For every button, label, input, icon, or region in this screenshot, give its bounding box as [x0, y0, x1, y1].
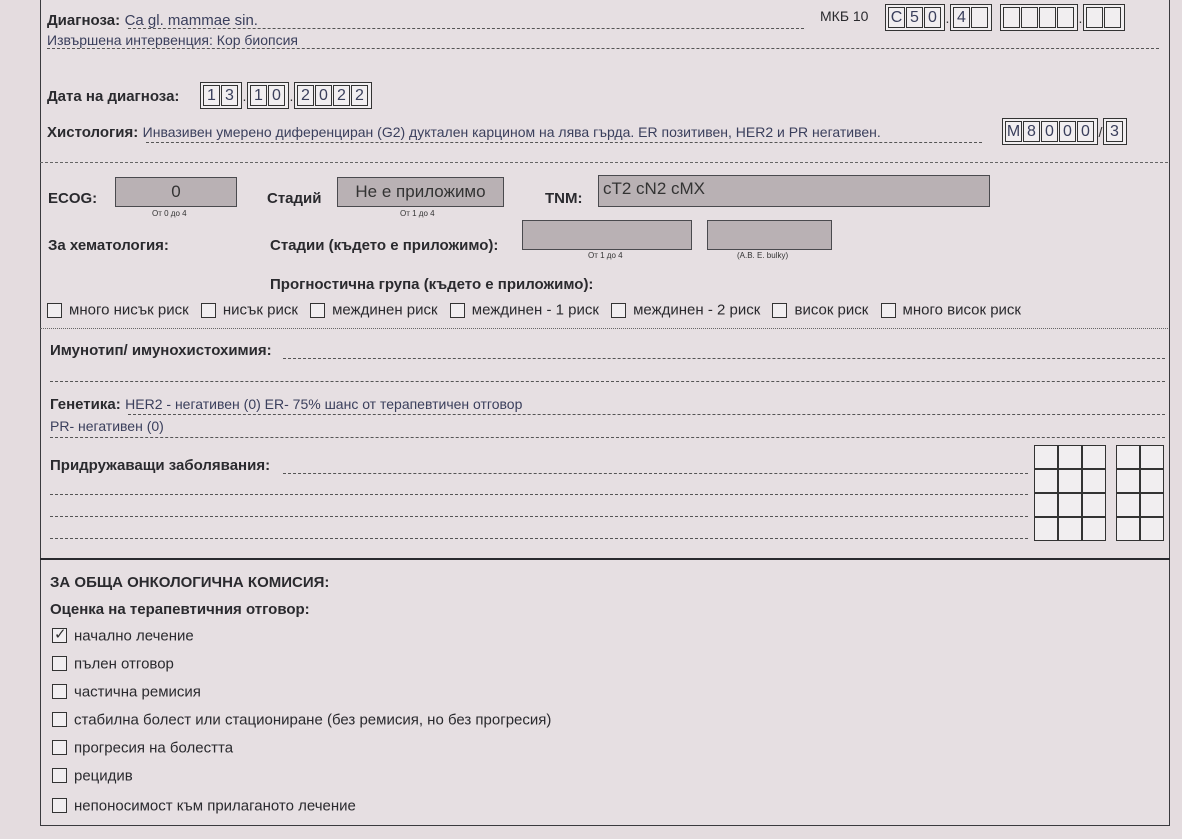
commission-title: ЗА ОБЩА ОНКОЛОГИЧНА КОМИСИЯ:	[50, 574, 330, 591]
immunotype-dotted-line	[283, 358, 1165, 359]
histology-code-cell: 0	[1077, 121, 1094, 142]
hematology-label: За хематология:	[48, 237, 169, 254]
response-option[interactable]	[52, 627, 194, 645]
prognostic-option[interactable]	[450, 301, 599, 318]
stage-value: Не е приложимо	[355, 182, 486, 201]
hematology-range: От 1 до 4	[588, 251, 623, 260]
stage-field[interactable]	[337, 177, 504, 207]
histology-row	[47, 124, 881, 142]
checkbox-checked[interactable]	[52, 628, 67, 643]
genetics-label: Генетика:	[50, 396, 121, 413]
section-divider	[40, 162, 1168, 163]
tnm-value: cT2 cN2 cMX	[603, 179, 706, 198]
date-cell: 0	[315, 85, 332, 106]
genetics-row	[50, 396, 522, 414]
grid-cell[interactable]	[1116, 517, 1140, 541]
diagnosis-dotted-line	[128, 28, 804, 29]
genetics-line2: PR- негативен (0)	[50, 418, 164, 434]
check-icon: ✓	[54, 626, 67, 644]
mkb-cell-empty	[1086, 7, 1103, 28]
genetics-line1: HER2 - негативен (0) ER- 75% шанс от терапевтичен отговор	[125, 396, 523, 412]
immunotype-dotted-line-2	[50, 381, 1165, 382]
grid-cell[interactable]	[1116, 493, 1140, 517]
date-cell: 1	[203, 85, 220, 106]
stage-label: Стадий	[267, 190, 322, 207]
mkb-cell-empty	[1021, 7, 1038, 28]
response-option[interactable]	[52, 655, 174, 673]
response-option[interactable]	[52, 797, 356, 815]
histology-code-cell: 8	[1023, 121, 1040, 142]
checkbox[interactable]	[52, 768, 67, 783]
separator: .	[1078, 9, 1083, 26]
commission-subtitle: Оценка на терапевтичния отговор:	[50, 601, 310, 618]
comorbidities-dotted-line	[50, 494, 1028, 495]
grid-cell[interactable]	[1140, 517, 1164, 541]
checkbox[interactable]	[52, 798, 67, 813]
option-label: междинен - 2 риск	[633, 301, 761, 319]
mkb-cell: 5	[906, 7, 923, 28]
mkb-code-boxes	[885, 4, 1125, 31]
grid-cell[interactable]	[1082, 517, 1106, 541]
grid-cell[interactable]	[1058, 469, 1082, 493]
diagnosis-value: Ca gl. mammae sin.	[124, 12, 258, 29]
date-boxes	[200, 82, 372, 109]
hematology-abe-field[interactable]	[707, 220, 832, 250]
grid-cell[interactable]	[1034, 517, 1058, 541]
option-label: прогресия на болестта	[74, 739, 234, 757]
checkbox[interactable]	[52, 712, 67, 727]
grid-cell[interactable]	[1116, 469, 1140, 493]
checkbox[interactable]	[52, 656, 67, 671]
date-cell: 2	[351, 85, 368, 106]
intervention-dotted-line	[47, 48, 1159, 49]
section-divider	[40, 328, 1168, 329]
ecog-value: 0	[171, 182, 181, 201]
grid-cell[interactable]	[1140, 445, 1164, 469]
histology-code-cell: 0	[1059, 121, 1076, 142]
grid-cell[interactable]	[1082, 445, 1106, 469]
hematology-abe: (A.B. E. bulky)	[737, 251, 789, 260]
option-label: пълен отговор	[74, 655, 174, 673]
separator: .	[242, 87, 247, 104]
tnm-label: TNM:	[545, 190, 583, 207]
histology-label: Хистология:	[47, 124, 139, 141]
option-label: непоносимост към прилаганото лечение	[74, 797, 356, 815]
grid-cell[interactable]	[1034, 469, 1058, 493]
prognostic-options	[47, 301, 1021, 319]
comorbidities-code-grid-right	[1116, 445, 1164, 541]
tnm-field[interactable]	[598, 175, 990, 207]
ecog-field[interactable]	[115, 177, 237, 207]
option-label: много висок риск	[902, 301, 1021, 319]
option-label: много нисък риск	[69, 301, 189, 319]
date-cell: 1	[250, 85, 267, 106]
date-cell: 2	[333, 85, 350, 106]
option-label: частична ремисия	[74, 683, 201, 701]
genetics-dotted-line	[128, 414, 1165, 415]
checkbox[interactable]	[52, 684, 67, 699]
option-label: нисък риск	[222, 301, 298, 319]
checkbox[interactable]	[52, 740, 67, 755]
grid-cell[interactable]	[1058, 517, 1082, 541]
grid-cell[interactable]	[1116, 445, 1140, 469]
response-option[interactable]	[52, 739, 233, 757]
mkb-cell-empty	[1104, 7, 1121, 28]
grid-cell[interactable]	[1140, 469, 1164, 493]
grid-cell[interactable]	[1082, 493, 1106, 517]
separator: .	[945, 9, 950, 26]
mkb-cell: C	[888, 7, 905, 28]
histology-dotted-line	[146, 142, 982, 143]
prognostic-option[interactable]	[881, 301, 1021, 318]
genetics-dotted-line-2	[50, 437, 1165, 438]
comorbidities-dotted-line	[50, 538, 1028, 539]
date-cell: 0	[268, 85, 285, 106]
prognostic-label: Прогностична група (където е приложимо):	[270, 276, 594, 293]
checkbox[interactable]	[47, 303, 62, 318]
prognostic-option[interactable]	[47, 301, 189, 318]
option-label: начално лечение	[74, 627, 194, 645]
mkb-cell: 0	[924, 7, 941, 28]
histology-code-cell: 0	[1041, 121, 1058, 142]
checkbox[interactable]	[611, 303, 626, 318]
checkbox[interactable]	[310, 303, 325, 318]
hematology-stage-field[interactable]	[522, 220, 692, 250]
immunotype-label: Имунотип/ имунохистохимия:	[50, 342, 272, 359]
prognostic-option[interactable]	[201, 301, 298, 318]
prognostic-option[interactable]	[772, 301, 868, 318]
date-label: Дата на диагноза:	[47, 88, 180, 105]
grid-cell[interactable]	[1058, 445, 1082, 469]
option-label: междинен - 1 риск	[471, 301, 599, 319]
histology-code-suffix: 3	[1106, 121, 1123, 142]
mkb-cell-empty	[1039, 7, 1056, 28]
hematology-stages-label: Стадии (където е приложимо):	[270, 237, 499, 254]
histology-code-boxes	[1002, 118, 1127, 145]
stage-range: От 1 до 4	[400, 209, 435, 218]
mkb-cell-empty	[1057, 7, 1074, 28]
separator: .	[289, 87, 294, 104]
histology-value: Инвазивен умерено диференциран (G2) дуктален карцином на лява гърда. ER позитивен, HER2 и PR негативен.	[142, 124, 881, 140]
mkb-cell-empty	[1003, 7, 1020, 28]
option-label: междинен риск	[332, 301, 438, 319]
prognostic-option[interactable]	[310, 301, 438, 318]
mkb-cell-empty	[971, 7, 988, 28]
grid-cell[interactable]	[1034, 493, 1058, 517]
checkbox[interactable]	[450, 303, 465, 318]
date-cell: 2	[297, 85, 314, 106]
option-label: висок риск	[794, 301, 869, 319]
ecog-range: От 0 до 4	[152, 209, 187, 218]
separator: /	[1098, 123, 1103, 140]
option-label: рецидив	[74, 767, 133, 785]
mkb-cell: 4	[953, 7, 970, 28]
response-option[interactable]	[52, 711, 551, 729]
grid-cell[interactable]	[1082, 469, 1106, 493]
comorbidities-dotted-line	[283, 473, 1028, 474]
comorbidities-code-grid-left	[1034, 445, 1106, 541]
response-option[interactable]	[52, 683, 201, 701]
grid-cell[interactable]	[1058, 493, 1082, 517]
diagnosis-label: Диагноза:	[47, 12, 121, 29]
ecog-label: ECOG:	[48, 190, 98, 207]
date-cell: 3	[221, 85, 238, 106]
option-label: стабилна болест или стациониране (без ремисия, но без прогресия)	[74, 711, 552, 729]
comorbidities-dotted-line	[50, 516, 1028, 517]
mkb-label: МКБ 10	[820, 8, 869, 24]
histology-code-cell: M	[1005, 121, 1022, 142]
response-option[interactable]	[52, 767, 133, 785]
commission-divider	[40, 558, 1170, 560]
checkbox[interactable]	[201, 303, 216, 318]
intervention-text: Извършена интервенция: Кор биопсия	[47, 32, 299, 48]
checkbox[interactable]	[772, 303, 787, 318]
grid-cell[interactable]	[1140, 493, 1164, 517]
grid-cell[interactable]	[1034, 445, 1058, 469]
checkbox[interactable]	[881, 303, 896, 318]
prognostic-option[interactable]	[611, 301, 760, 318]
comorbidities-label: Придружаващи заболявания:	[50, 457, 271, 474]
